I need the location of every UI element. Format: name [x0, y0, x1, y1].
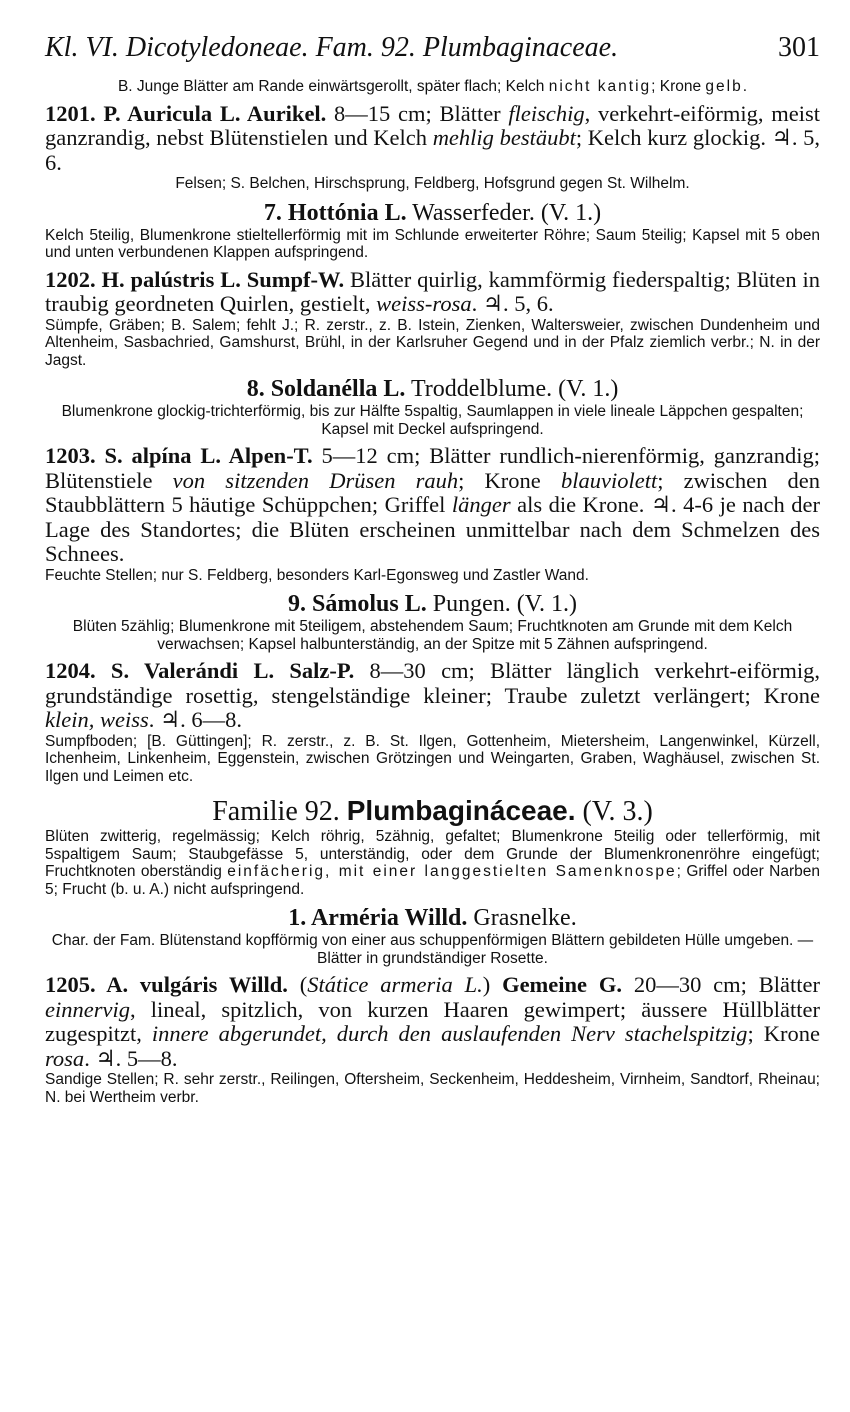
- genus-7-heading: 7. Hottónia L. Wasserfeder. (V. 1.): [263, 199, 602, 226]
- species-1204: 1204. S. Valerándi L. Salz-P. 8—30 cm; Blätter länglich verkehrt-eiförmig, grundständige rosettig, stengelständige kleiner; Traube zuletzt verlängert; Krone klein, weiss. ♃. 6—8.: [45, 658, 820, 732]
- genus-1-description: Char. der Fam. Blütenstand kopfförmig von einer aus schuppenförmigen Blättern gebildeten Hülle umgeben. — Blätter in grundständiger Rosette.: [51, 932, 814, 967]
- header-title: Kl. VI. Dicotyledoneae. Fam. 92. Plumbaginaceae.: [45, 32, 619, 63]
- species-1205-name: 1205. A. vulgáris Willd.: [45, 972, 288, 997]
- page-number: 301: [778, 32, 820, 63]
- family-name: Plumbagináceae.: [346, 795, 576, 826]
- species-1204-habitat: Sumpfboden; [B. Güttingen]; R. zerstr., z. B. St. Ilgen, Gottenheim, Mietersheim, Langenwinkel, Kürzell, Ichenheim, Linkenheim, Eggenstein, zwischen Grötzingen und Weingarten, Graben, Waghäusel, zwischen St. Ilgen und Leimen etc.: [45, 732, 820, 785]
- genus-1-heading: 1. Arméria Willd. Grasnelke.: [288, 905, 577, 931]
- genus-8-description: Blumenkrone glockig-trichterförmig, bis zur Hälfte 5spaltig, Saumlappen in viele lineale Läppchen gespalten; Kapsel mit Deckel aufspringend.: [61, 403, 804, 438]
- page: [45, 28, 820, 1106]
- species-1202: 1202. H. palústris L. Sumpf-W. Blätter quirlig, kammförmig fiederspaltig; Blüten in traubig geordneten Quirlen, gestielt, weiss-rosa. ♃. 5, 6.: [45, 266, 820, 316]
- genus-9-description: Blüten 5zählig; Blumenkrone mit 5teiligem, abstehendem Saum; Fruchtknoten am Grunde mit dem Kelch verwachsen; Kapsel halbunterständig, an der Spitze mit 5 Zähnen aufspringend.: [72, 618, 793, 653]
- species-1201-habitat: Felsen; S. Belchen, Hirschsprung, Feldberg, Hofsgrund gegen St. Wilhelm.: [175, 175, 690, 192]
- species-1203-habitat: Feuchte Stellen; nur S. Feldberg, besonders Karl-Egonsweg und Zastler Wand.: [45, 566, 589, 584]
- section-b-key: B. Junge Blätter am Rande einwärtsgerollt, später flach; Kelch nicht kantig; Krone gelb.: [117, 78, 748, 95]
- genus-7-description: Kelch 5teilig, Blumenkrone stieltellerförmig mit im Schlunde erweiterter Röhre; Saum 5teilig; Kapsel mit 5 oben und unten verbundenen Klappen aufspringend.: [45, 226, 820, 261]
- species-1205-habitat: Sandige Stellen; R. sehr zerstr., Reilingen, Oftersheim, Seckenheim, Heddesheim, Virnheim, Sandtorf, Rheinau; N. bei Wertheim verbr.: [45, 1071, 820, 1106]
- family-92-description: Blüten zwitterig, regelmässig; Kelch röhrig, 5zähnig, gefaltet; Blumenkrone 5teilig oder tellerförmig, mit 5spaltigem Saum; Staubgefässe 5, unterständig, oder dem Grunde der Blumenkronenröhre eingefügt; Fruchtknoten oberständig einfächerig, mit einer langgestielten Samenknospe; Griffel oder Narben 5; Frucht (b. u. A.) nicht aufspringend.: [45, 828, 820, 898]
- species-1202-name: 1202. H. palústris L. Sumpf-W.: [45, 266, 345, 292]
- species-1202-habitat: Sümpfe, Gräben; B. Salem; fehlt J.; R. zerstr., z. B. Istein, Zienken, Waltersweier, zwischen Dundenheim und Altenheim, Sasbachried, Gamshurst, Brühl, in der Karlsruher Gegend und in der Pfalz ziemlich verbr.; N. in der Jagst.: [45, 316, 820, 369]
- genus-8-heading: 8. Soldanélla L. Troddelblume. (V. 1.): [246, 376, 619, 402]
- species-1204-name: 1204. S. Valerándi L. Salz-P.: [45, 658, 355, 683]
- species-1203: 1203. S. alpína L. Alpen-T. 5—12 cm; Blätter rundlich-nierenförmig, ganzrandig; Blütenstiele von sitzenden Drüsen rauh; Krone blauviolett; zwischen den Staubblättern 5 häutige Schüppchen; Griffel länger als die Krone. ♃. 4-6 je nach der Lage des Standortes; die Blüten erscheinen unmittelbar nach dem Schmelzen des Schnees.: [45, 443, 820, 566]
- species-1201-name: 1201. P. Auricula L. Aurikel.: [45, 100, 327, 126]
- family-92-heading: Familie 92. Plumbagináceae. (V. 3.): [212, 795, 653, 827]
- species-1201: 1201. P. Auricula L. Aurikel. 8—15 cm; Blätter fleischig, verkehrt-eiförmig, meist ganzrandig, nebst Blütenstielen und Kelch mehlig bestäubt; Kelch kurz glockig. ♃. 5, 6.: [45, 100, 820, 175]
- genus-9-heading: 9. Sámolus L. Pungen. (V. 1.): [288, 591, 577, 617]
- species-1205: 1205. A. vulgáris Willd. (Státice armeria L.) Gemeine G. 20—30 cm; Blätter einnervig, lineal, spitzlich, von kurzen Haaren gewimpert; äussere Hüllblätter zugespitzt, innere abgerundet, durch den auslaufenden Nerv stachelspitzig; Krone rosa. ♃. 5—8.: [45, 972, 820, 1071]
- species-1203-name: 1203. S. alpína L. Alpen-T.: [45, 443, 313, 468]
- running-header: [45, 28, 820, 68]
